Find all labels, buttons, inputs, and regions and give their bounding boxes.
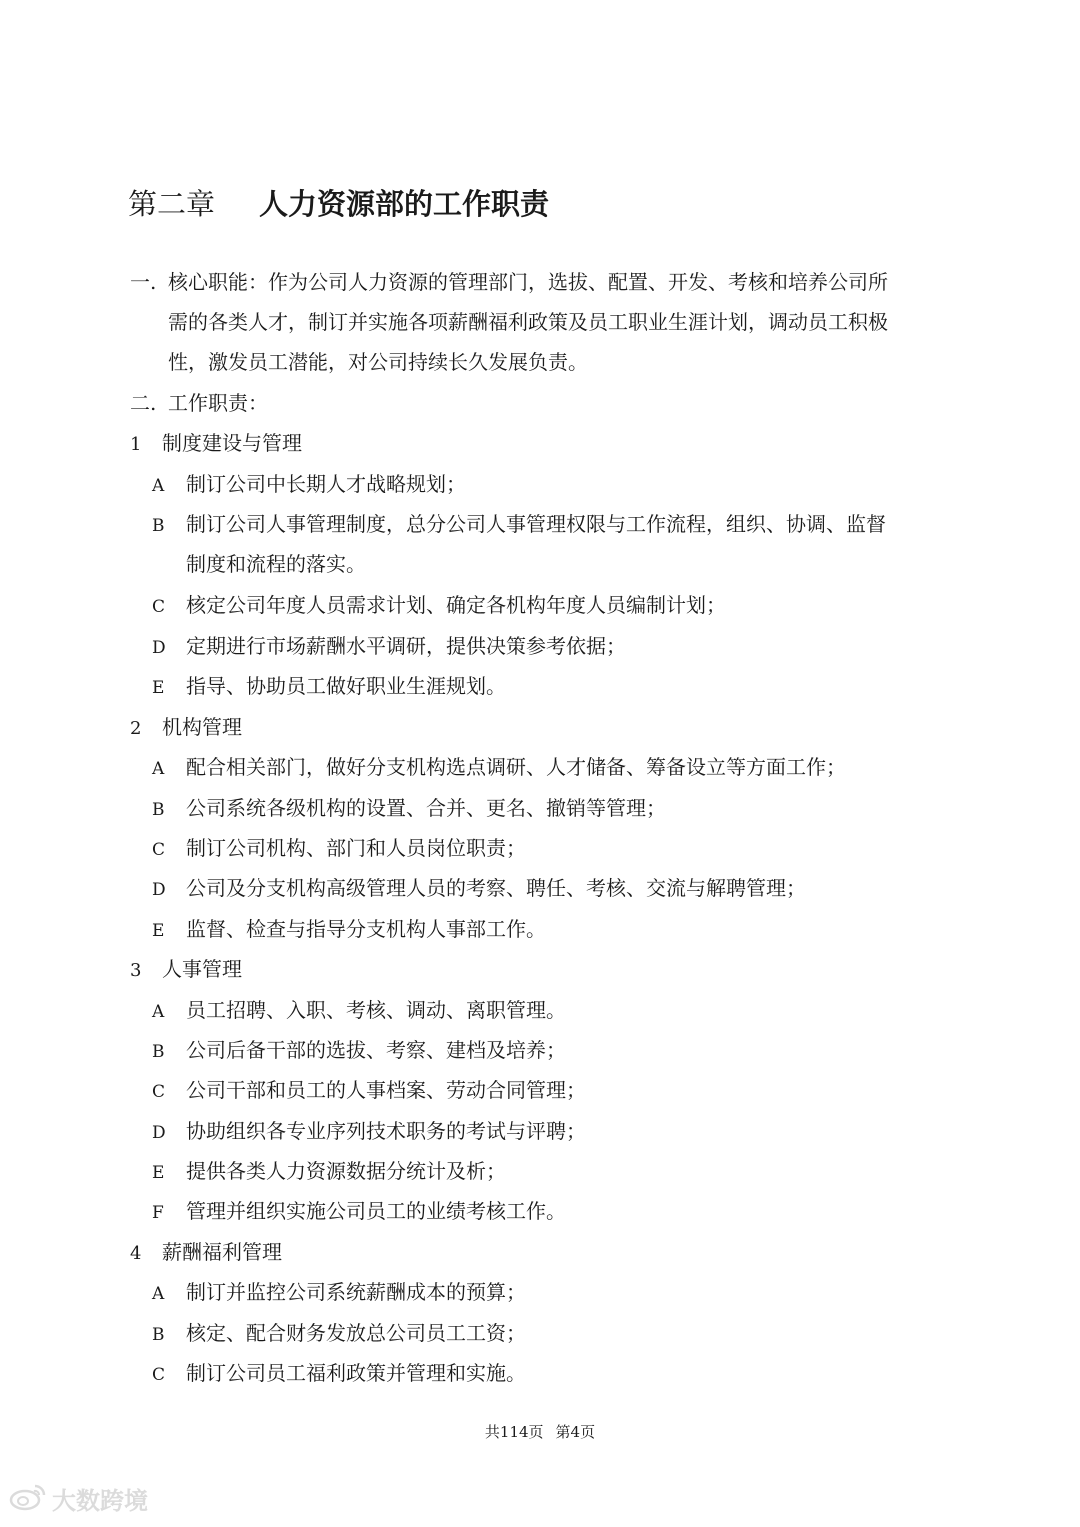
item-text: 公司干部和员工的人事档案、劳动合同管理；: [186, 1078, 586, 1102]
item-text: 配合相关部门，做好分支机构选点调研、人才储备、筹备设立等方面工作；: [186, 755, 846, 779]
item-marker: E: [152, 678, 165, 698]
list-item: [152, 590, 726, 622]
group-title: 人事管理: [162, 957, 242, 981]
item-text: 公司系统各级机构的设置、合并、更名、撤销等管理；: [186, 796, 666, 820]
item-marker: D: [152, 638, 166, 658]
list-item: [152, 1358, 526, 1390]
group-number: 3: [130, 960, 142, 981]
list-item: [152, 1277, 526, 1309]
item-text: 定期进行市场薪酬水平调研，提供决策参考依据；: [186, 634, 626, 658]
item-text: 协助组织各专业序列技术职务的考试与评聘；: [186, 1119, 586, 1143]
item-text: 管理并组织实施公司员工的业绩考核工作。: [186, 1199, 566, 1223]
weibo-icon: [8, 1480, 48, 1516]
item-marker: A: [152, 1002, 165, 1022]
list-item: [152, 833, 526, 865]
current-page: 第4页: [555, 1423, 596, 1441]
list-item: [152, 469, 466, 501]
page-footer: [0, 1420, 1080, 1444]
item-marker: E: [152, 921, 165, 941]
list-item: [152, 793, 666, 825]
item-marker: B: [152, 516, 165, 536]
section-duties: [130, 388, 268, 418]
item-marker: A: [152, 1284, 165, 1304]
list-item: [152, 509, 886, 541]
list-item: [152, 752, 846, 784]
item-text: 公司后备干部的选拔、考察、建档及培养；: [186, 1038, 566, 1062]
total-pages: 共114页: [484, 1423, 544, 1441]
group-heading: [130, 712, 242, 744]
item-marker: D: [152, 1123, 166, 1143]
chapter-name: 人力资源部的工作职责: [259, 187, 550, 221]
chapter-title: [128, 180, 549, 228]
chapter-number: 第二章: [128, 187, 216, 221]
item-text: 提供各类人力资源数据分统计及析；: [186, 1159, 506, 1183]
item-marker: C: [152, 597, 166, 617]
watermark: [8, 1478, 148, 1518]
item-marker: B: [152, 1042, 165, 1062]
section-text-line: 核心职能：作为公司人力资源的管理部门，选拔、配置、开发、考核和培养公司所: [168, 270, 888, 294]
item-text-continued: 制度和流程的落实。: [186, 552, 366, 576]
list-item: [152, 1075, 586, 1107]
item-text: 公司及分支机构高级管理人员的考察、聘任、考核、交流与解聘管理；: [186, 876, 806, 900]
section-marker: 二.: [130, 391, 157, 415]
group-heading: [130, 1237, 282, 1269]
section-text-line: 需的各类人才，制订并实施各项薪酬福利政策及员工职业生涯计划，调动员工积极: [168, 310, 888, 334]
list-item: [152, 1116, 586, 1148]
list-item: [152, 873, 806, 905]
section-core-function: [130, 267, 888, 297]
item-text: 制订公司机构、部门和人员岗位职责；: [186, 836, 526, 860]
group-title: 机构管理: [162, 715, 242, 739]
group-title: 制度建设与管理: [162, 431, 302, 455]
list-item: [152, 1318, 526, 1350]
item-marker: A: [152, 476, 165, 496]
group-heading: [130, 954, 242, 986]
item-text: 制订并监控公司系统薪酬成本的预算；: [186, 1280, 526, 1304]
list-item: [152, 671, 506, 703]
section-marker: 一.: [130, 270, 157, 294]
section-label: 工作职责：: [168, 391, 268, 415]
list-item: [152, 914, 546, 946]
list-item: [152, 1156, 506, 1188]
group-heading: [130, 428, 302, 460]
list-item: [152, 995, 566, 1027]
item-text: 制订公司人事管理制度，总分公司人事管理权限与工作流程，组织、协调、监督: [186, 512, 886, 536]
group-number: 1: [130, 434, 142, 455]
group-title: 薪酬福利管理: [162, 1240, 282, 1264]
group-number: 2: [130, 718, 142, 739]
list-item: [152, 1035, 566, 1067]
item-text: 监督、检查与指导分支机构人事部工作。: [186, 917, 546, 941]
item-marker: F: [152, 1203, 164, 1223]
item-text: 指导、协助员工做好职业生涯规划。: [186, 674, 506, 698]
list-item: [152, 1196, 566, 1228]
item-marker: A: [152, 759, 165, 779]
item-text: 员工招聘、入职、考核、调动、离职管理。: [186, 998, 566, 1022]
group-number: 4: [130, 1243, 142, 1264]
list-item: [152, 631, 626, 663]
item-marker: B: [152, 800, 165, 820]
item-marker: C: [152, 840, 166, 860]
item-marker: C: [152, 1365, 166, 1385]
item-text: 制订公司中长期人才战略规划；: [186, 472, 466, 496]
item-marker: E: [152, 1163, 165, 1183]
item-text: 核定公司年度人员需求计划、确定各机构年度人员编制计划；: [186, 593, 726, 617]
section-text-line: 性，激发员工潜能，对公司持续长久发展负责。: [168, 350, 588, 374]
watermark-text: 大数跨境: [52, 1486, 148, 1515]
item-text: 制订公司员工福利政策并管理和实施。: [186, 1361, 526, 1385]
item-marker: B: [152, 1325, 165, 1345]
item-marker: D: [152, 880, 166, 900]
item-text: 核定、配合财务发放总公司员工工资；: [186, 1321, 526, 1345]
item-marker: C: [152, 1082, 166, 1102]
